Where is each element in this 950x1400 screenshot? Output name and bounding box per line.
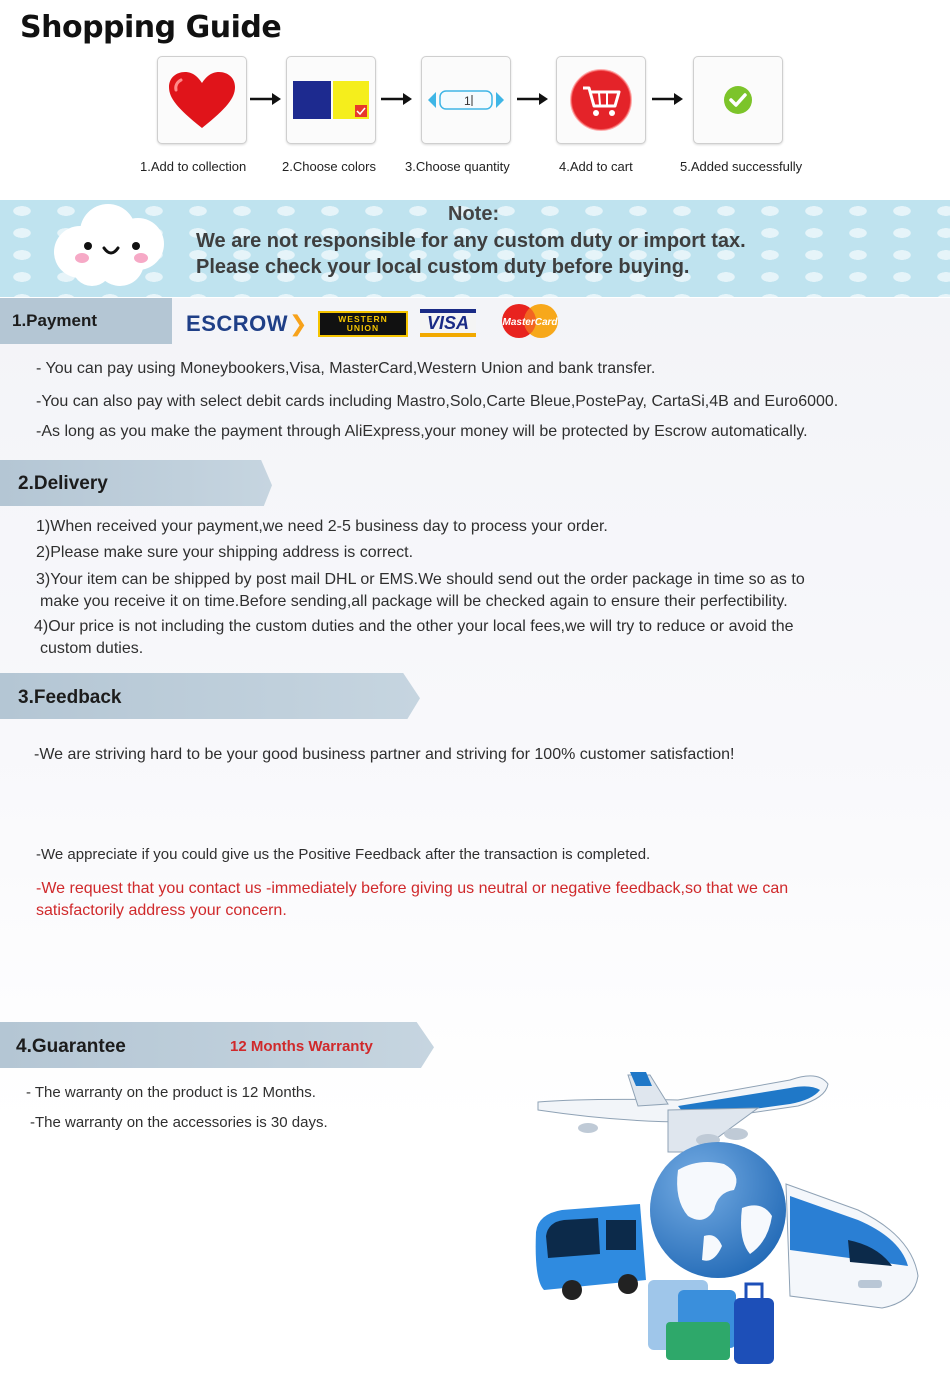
heart-icon xyxy=(167,70,237,130)
note-text xyxy=(188,203,808,293)
arrow-right-icon xyxy=(652,92,684,106)
visa-logo: VISA xyxy=(420,309,476,337)
step-label: 5.Added successfully xyxy=(680,159,803,174)
train-icon xyxy=(786,1184,918,1308)
step-add-to-cart xyxy=(556,56,646,144)
step-choose-colors xyxy=(286,56,376,144)
escrow-logo: ESCROW ❯ xyxy=(186,311,308,336)
delivery-title: 2.Delivery xyxy=(18,473,108,494)
feedback-warning-line: satisfactorily address your concern. xyxy=(36,902,287,919)
step-label: 4.Add to cart xyxy=(559,159,633,174)
delivery-line: 2)Please make sure your shipping address is correct. xyxy=(36,544,414,561)
note-line: Please check your local custom duty before buying. xyxy=(196,256,690,278)
svg-text:MasterCard: MasterCard xyxy=(502,317,558,328)
mastercard-logo xyxy=(497,303,563,339)
quantity-stepper-icon xyxy=(426,88,506,112)
warranty-badge: 12 Months Warranty xyxy=(230,1038,373,1055)
check-icon xyxy=(722,84,754,116)
delivery-line: custom duties. xyxy=(40,640,144,657)
step-added-successfully xyxy=(693,56,783,144)
globe-icon xyxy=(650,1142,786,1278)
luggage-icon xyxy=(648,1280,774,1364)
quantity-value: 1 xyxy=(464,94,471,108)
arrow-right-icon xyxy=(381,92,413,106)
step-label: 3.Choose quantity xyxy=(405,159,510,174)
note-line: We are not responsible for any custom duty or import tax. xyxy=(196,230,746,252)
smiling-cloud-icon xyxy=(50,202,170,288)
payment-title: 1.Payment xyxy=(12,311,98,330)
bus-icon xyxy=(536,1204,646,1300)
feedback-warning-line: -We request that you contact us -immediately before giving us neutral or negative feedback,so that we can xyxy=(36,880,789,897)
airplane-icon xyxy=(538,1072,828,1152)
guarantee-line: - The warranty on the product is 12 Months. xyxy=(26,1084,316,1101)
cart-icon xyxy=(569,68,633,132)
step-choose-quantity xyxy=(421,56,511,144)
feedback-line: -We appreciate if you could give us the Positive Feedback after the transaction is completed. xyxy=(36,846,651,863)
feedback-line: -We are striving hard to be your good business partner and striving for 100% customer satisfaction! xyxy=(34,746,735,763)
global-shipping-illustration xyxy=(528,1040,928,1370)
delivery-line: 4)Our price is not including the custom duties and the other your local fees,we will try to reduce or avoid the xyxy=(34,618,794,635)
page-title: Shopping Guide xyxy=(20,10,282,45)
delivery-line: 3)Your item can be shipped by post mail DHL or EMS.We should send out the order package in time so as to xyxy=(36,571,805,588)
arrow-right-icon xyxy=(250,92,282,106)
payment-line: - You can pay using Moneybookers,Visa, MasterCard,Western Union and bank transfer. xyxy=(36,360,656,377)
color-swatch-icon xyxy=(291,77,371,123)
payment-line: -As long as you make the payment through AliExpress,your money will be protected by Escrow automatically. xyxy=(36,423,808,440)
note-heading: Note: xyxy=(448,203,500,225)
arrow-right-icon xyxy=(517,92,549,106)
feedback-title: 3.Feedback xyxy=(18,687,122,708)
western-union-logo: WESTERN UNION xyxy=(318,311,408,337)
guarantee-title: 4.Guarantee xyxy=(16,1036,126,1057)
payment-line: -You can also pay with select debit cards including Mastro,Solo,Carte Bleue,PostePay, CartaSi,4B and Euro6000. xyxy=(36,393,839,410)
guarantee-line: -The warranty on the accessories is 30 days. xyxy=(30,1114,328,1131)
step-label: 1.Add to collection xyxy=(140,159,247,174)
delivery-line: 1)When received your payment,we need 2-5 business day to process your order. xyxy=(36,518,608,535)
step-label: 2.Choose colors xyxy=(282,159,376,174)
delivery-line: make you receive it on time.Before sending,all package will be checked again to ensure their perfectibility. xyxy=(40,593,788,610)
step-add-to-collection xyxy=(157,56,247,144)
